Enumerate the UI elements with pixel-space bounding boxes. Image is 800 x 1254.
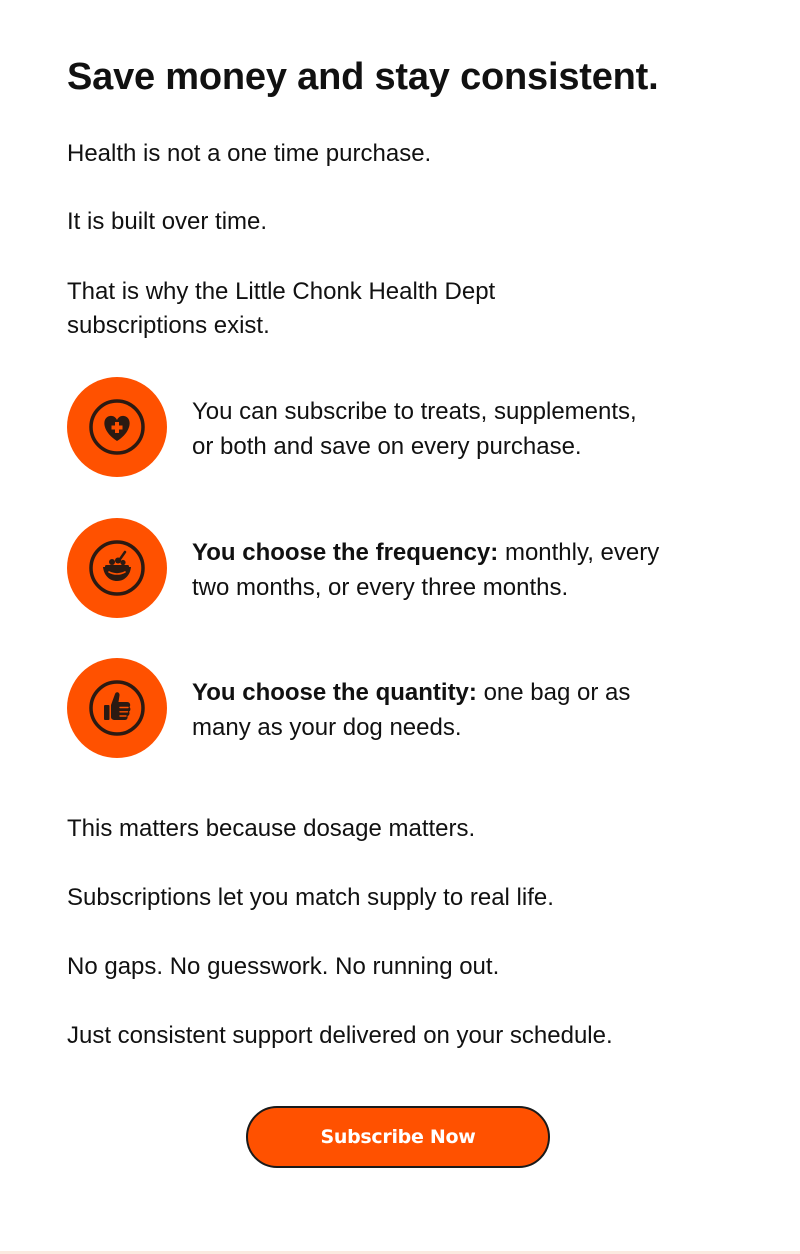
feature-line-1: monthly, every bbox=[498, 539, 660, 566]
feature-text-frequency bbox=[192, 535, 752, 605]
feature-line-2: two months, or every three months. bbox=[192, 574, 569, 601]
outro-paragraph-3: No gaps. No guesswork. No running out. bbox=[67, 953, 500, 980]
bowl-icon bbox=[67, 518, 167, 618]
intro-paragraph-3-line-1: That is why the Little Chonk Health Dept bbox=[67, 278, 496, 305]
feature-line-1: one bag or as bbox=[476, 679, 631, 706]
intro-paragraph-2: It is built over time. bbox=[67, 208, 268, 235]
intro-paragraph-1: Health is not a one time purchase. bbox=[67, 140, 432, 167]
feature-line-2: many as your dog needs. bbox=[192, 714, 462, 741]
feature-line-1: You can subscribe to treats, supplements, bbox=[192, 398, 637, 425]
feature-line-2: or both and save on every purchase. bbox=[192, 433, 582, 460]
outro-paragraph-2: Subscriptions let you match supply to real life. bbox=[67, 884, 554, 911]
feature-bold-label: You choose the frequency: bbox=[192, 539, 499, 566]
bowl-icon-graphic bbox=[87, 538, 147, 598]
outro-paragraph-4: Just consistent support delivered on your schedule. bbox=[67, 1022, 613, 1049]
heart-plus-icon-graphic bbox=[87, 397, 147, 457]
feature-bold-label: You choose the quantity: bbox=[192, 679, 477, 706]
subscribe-now-button-label: Subscribe Now bbox=[320, 1126, 476, 1148]
thumbs-up-icon-graphic bbox=[87, 678, 147, 738]
feature-item-quantity bbox=[67, 658, 767, 760]
headline: Save money and stay consistent. bbox=[67, 56, 659, 98]
intro-paragraph-3-line-2: subscriptions exist. bbox=[67, 312, 270, 339]
feature-item-subscribe bbox=[67, 377, 767, 479]
outro-paragraph-1: This matters because dosage matters. bbox=[67, 815, 476, 842]
heart-plus-icon bbox=[67, 377, 167, 477]
subscribe-now-button[interactable] bbox=[246, 1106, 550, 1168]
feature-item-frequency bbox=[67, 518, 767, 620]
feature-text-quantity bbox=[192, 675, 752, 745]
thumbs-up-icon bbox=[67, 658, 167, 758]
feature-text-subscribe bbox=[192, 394, 752, 464]
